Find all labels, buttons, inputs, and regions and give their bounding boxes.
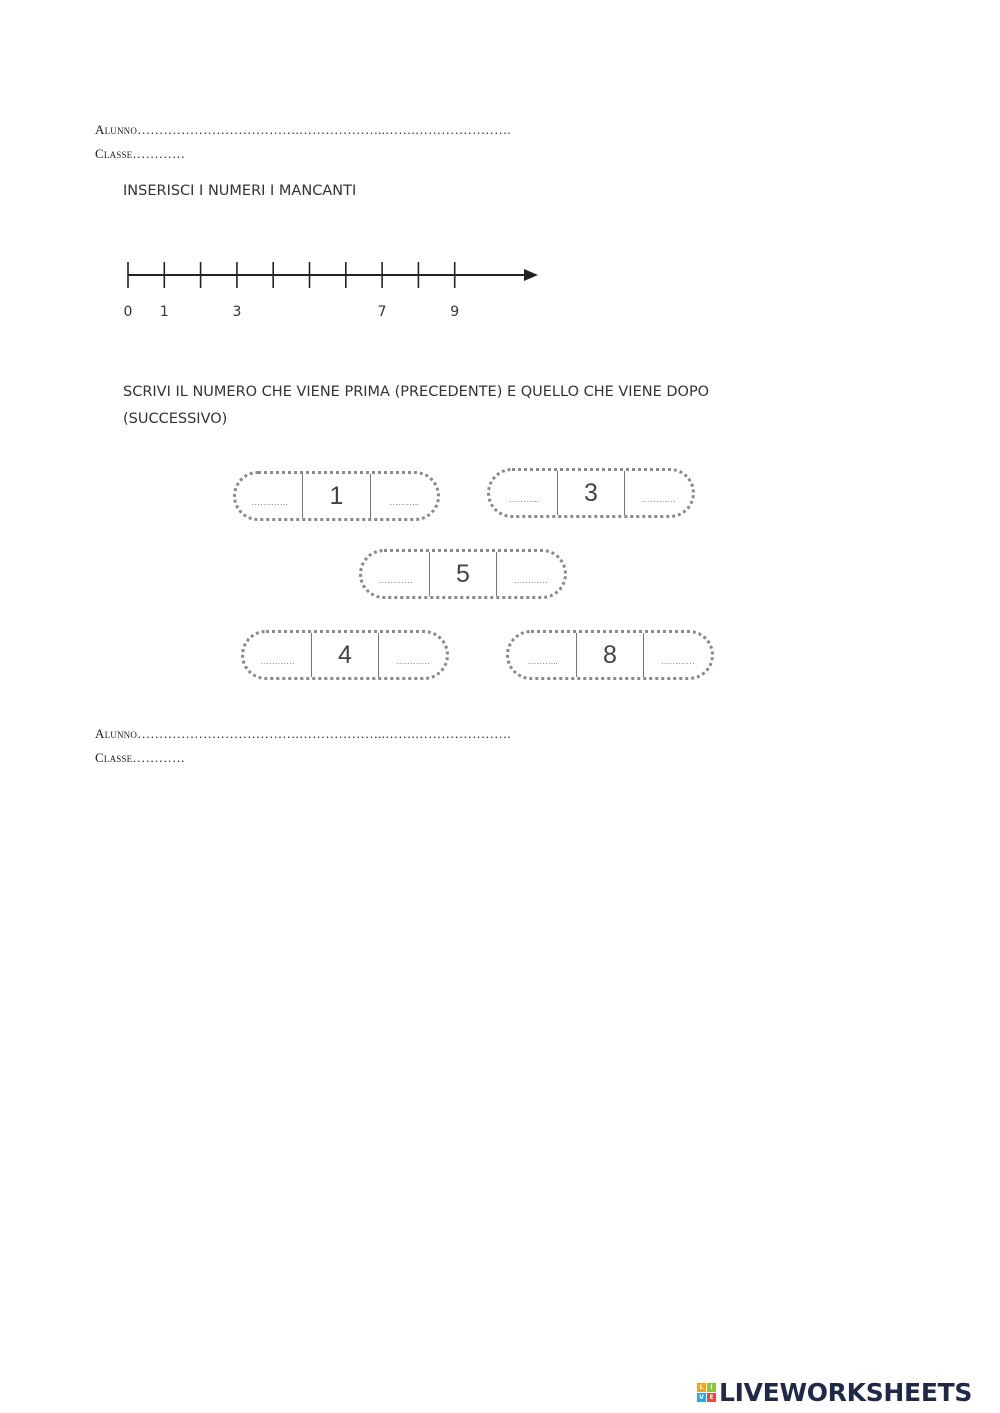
before-field[interactable]: ………….	[251, 497, 288, 507]
alunno-label: Alunno	[95, 122, 138, 137]
number-pill-1	[233, 471, 440, 521]
exercise2-title	[123, 379, 803, 433]
before-field[interactable]: ………..	[508, 494, 539, 504]
alunno-label: Alunno	[95, 726, 138, 741]
number-line-label: 1	[159, 304, 169, 320]
exercise2-title-line1: SCRIVI IL NUMERO CHE VIENE PRIMA (PRECEDENTE) E QUELLO CHE VIENE DOPO	[123, 384, 710, 400]
student-name-line-2	[95, 726, 511, 742]
classe-label: Classe	[95, 750, 133, 765]
after-field[interactable]: …………	[641, 494, 676, 504]
pill-number: 4	[311, 633, 380, 677]
before-field[interactable]: …………	[260, 656, 295, 666]
exercise2-title-line2: (SUCCESSIVO)	[123, 411, 228, 427]
classe-field[interactable]: …………	[132, 750, 186, 765]
classe-field[interactable]: …………	[132, 146, 186, 161]
student-class-line-2	[95, 750, 185, 766]
liveworksheets-logo	[697, 1378, 972, 1407]
arrow-right-icon	[524, 269, 538, 281]
alunno-field[interactable]: ……………………………….………………..…….………………….	[137, 122, 511, 137]
after-field[interactable]: …………	[660, 656, 695, 666]
classe-label: Classe	[95, 146, 133, 161]
student-class-line	[95, 146, 185, 162]
pill-number: 8	[576, 633, 645, 677]
pill-number: 1	[302, 474, 370, 518]
number-pill-5	[359, 549, 567, 599]
number-line-label: 3	[232, 304, 242, 320]
liveworksheets-logo-text: LIVEWORKSHEETS	[719, 1378, 973, 1407]
pill-number: 5	[429, 552, 498, 596]
number-line-label: 7	[377, 304, 387, 320]
pill-number: 3	[557, 471, 626, 515]
number-line-labels	[124, 304, 460, 320]
number-pill-8	[506, 630, 714, 680]
number-pill-4	[241, 630, 449, 680]
student-name-line	[95, 122, 511, 138]
after-field[interactable]: …………	[395, 656, 430, 666]
number-line-label: 0	[123, 304, 133, 320]
liveworksheets-logo-icon: L I V E	[697, 1383, 716, 1402]
before-field[interactable]: …………	[378, 575, 413, 585]
exercise1-title: INSERISCI I NUMERI I MANCANTI	[123, 183, 357, 199]
after-field[interactable]: ………..	[389, 497, 419, 507]
before-field[interactable]: ………..	[527, 656, 558, 666]
after-field[interactable]: …………	[513, 575, 548, 585]
number-line	[110, 250, 560, 330]
number-pill-3	[487, 468, 695, 518]
alunno-field[interactable]: ……………………………….………………..…….………………….	[137, 726, 511, 741]
number-line-label: 9	[450, 304, 460, 320]
